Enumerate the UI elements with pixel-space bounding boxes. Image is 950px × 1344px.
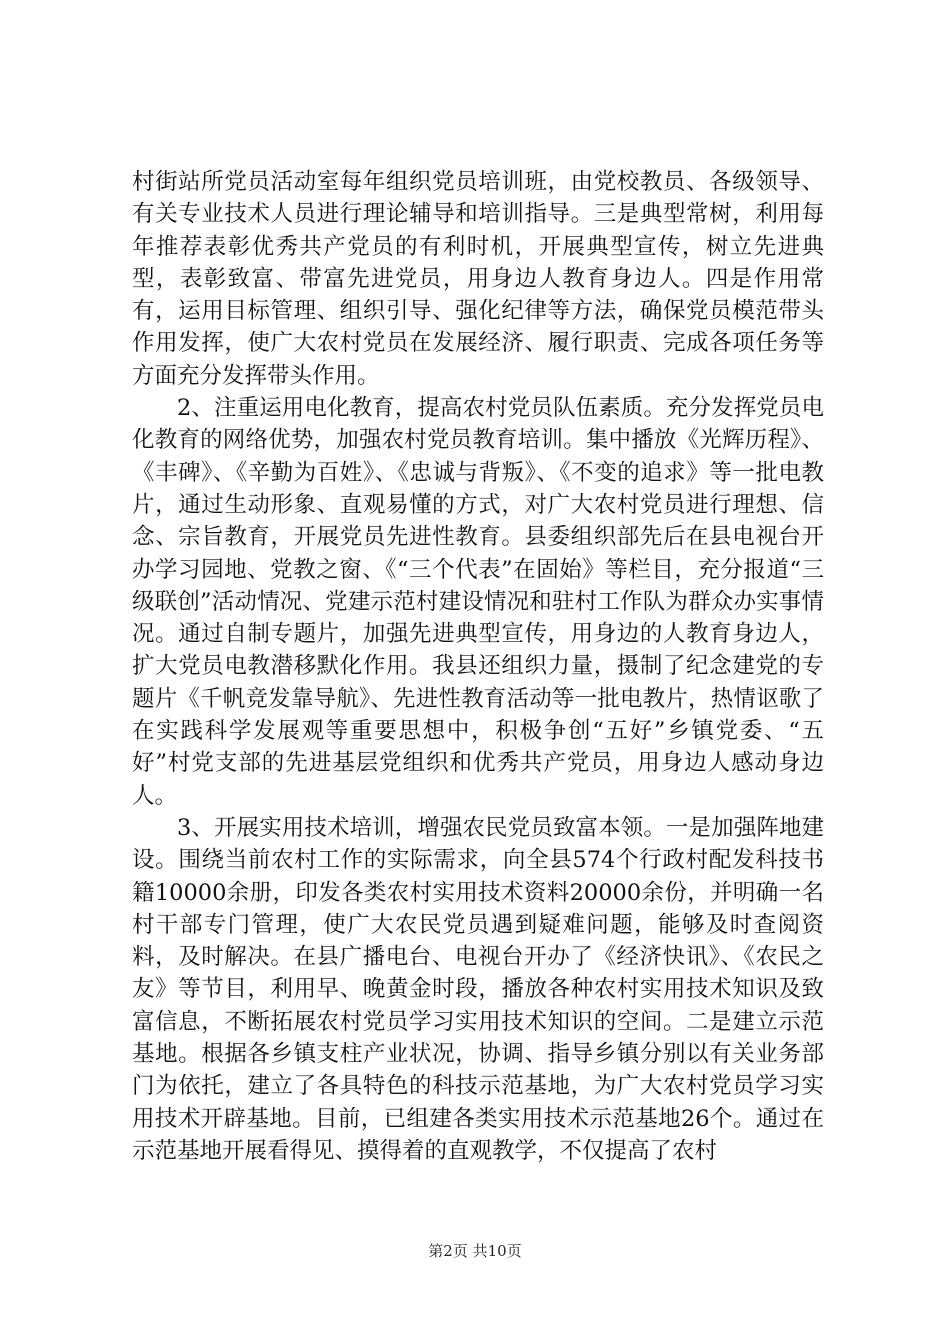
paragraph-technical-training: 3、开展实用技术培训，增强农民党员致富本领。一是加强阵地建设。围绕当前农村工作的实际需求，向全县574个行政村配发科技书籍10000余册，印发各类农村实用技术资料20000余份，并明确一名村干部专门管理，使广大农民党员遇到疑难问题，能够及时查阅资料，及时解决。在县广播电台、电视台开办了《经济快讯》、《农民之友》等节目，利用早、晚黄金时段，播放各种农村实用技术知识及致富信息，不断拓展农村党员学习实用技术知识的空间。二是建立示范基地。根据各乡镇支柱产业状况，协调、指导乡镇分别以有关业务部门为依托，建立了各具特色的科技示范基地，为广大农村党员学习实用技术开辟基地。目前，已组建各类实用技术示范基地26个。通过在示范基地开展看得见、摸得着的直观教学，不仅提高了农村	[132, 814, 824, 1164]
page-number-footer: 第2页 共10页	[428, 1242, 522, 1260]
paragraph-electronic-education: 2、注重运用电化教育，提高农村党员队伍素质。充分发挥党员电化教育的网络优势，加强农村党员教育培训。集中播放《光辉历程》、《丰碑》、《辛勤为百姓》、《忠诚与背叛》、《不变的追求》等一批电教片，通过生动形象、直观易懂的方式，对广大农村党员进行理想、信念、宗旨教育，开展党员先进性教育。县委组织部先后在县电视台开办学习园地、党教之窗、《“三个代表”在固始》等栏目，充分报道“三级联创”活动情况、党建示范村建设情况和驻村工作队为群众办实事情况。通过自制专题片，加强先进典型宣传，用身边的人教育身边人，扩大党员电教潜移默化作用。我县还组织力量，摄制了纪念建党的专题片《千帆竞发靠导航》、先进性教育活动等一批电教片，热情讴歌了在实践科学发展观等重要思想中，积极争创“五好”乡镇党委、“五好”村党支部的先进基层党组织和优秀共产党员，用身边人感动身边人。	[132, 395, 824, 809]
paragraph-continuation: 村街站所党员活动室每年组织党员培训班，由党校教员、各级领导、有关专业技术人员进行理论辅导和培训指导。三是典型常树，利用每年推荐表彰优秀共产党员的有利时机，开展典型宣传，树立先进典型，表彰致富、带富先进党员，用身边人教育身边人。四是作用常有，运用目标管理、组织引导、强化纪律等方法，确保党员模范带头作用发挥，使广大农村党员在发展经济、履行职责、完成各项任务等方面充分发挥带头作用。	[132, 169, 824, 389]
body-text	[132, 166, 824, 1167]
